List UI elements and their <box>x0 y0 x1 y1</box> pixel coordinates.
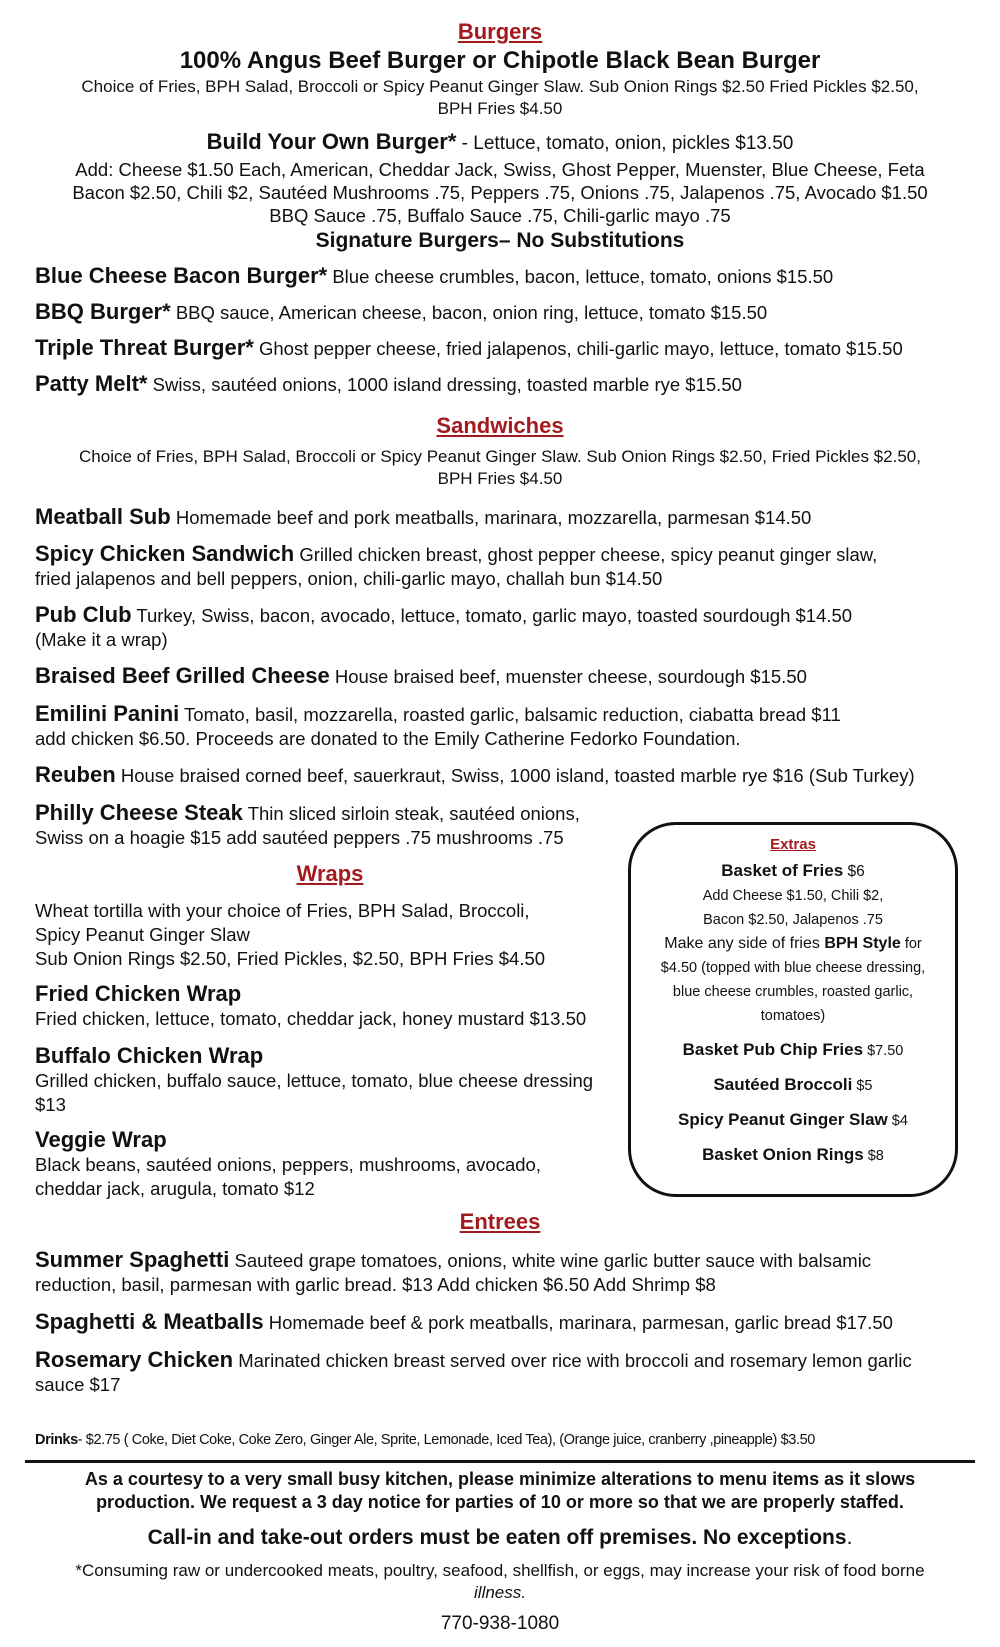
item-name: Rosemary Chicken <box>35 1347 234 1372</box>
item-name: Philly Cheese Steak <box>35 800 243 825</box>
item-name: Meatball Sub <box>35 504 171 529</box>
item-desc: Black beans, sautéed onions, peppers, mushrooms, avocado, <box>35 1154 541 1175</box>
item-name: Spicy Chicken Sandwich <box>35 541 295 566</box>
item-desc-cont: $13 <box>35 1094 66 1115</box>
sandwiches-sides-line2: BPH Fries $4.50 <box>437 469 563 488</box>
drinks-text: - $2.75 ( Coke, Diet Coke, Coke Zero, Ginger Ale, Sprite, Lemonade, Iced Tea), (Orange juice, cranberry ,pineapple) $3.50 <box>77 1432 815 1448</box>
menu-item <box>35 300 767 325</box>
menu-item <box>35 1348 912 1397</box>
drinks-line <box>35 1432 815 1448</box>
footer <box>0 1468 1000 1636</box>
phone-number: 770-938-1080 <box>440 1613 560 1634</box>
menu-item <box>35 505 811 530</box>
extras-item-name: Basket Pub Chip Fries <box>682 1040 864 1059</box>
menu-item <box>35 542 877 591</box>
entrees-title: Entrees <box>459 1209 541 1234</box>
menu-item <box>35 1128 541 1201</box>
extras-bph-bold: BPH Style <box>824 935 901 952</box>
item-desc: House braised corned beef, sauerkraut, Swiss, 1000 island, toasted marble rye $16 (Sub Turkey) <box>115 765 915 786</box>
item-name: Spaghetti & Meatballs <box>35 1309 264 1334</box>
extras-item-name: Basket Onion Rings <box>702 1145 864 1164</box>
extras-bph-post: for <box>900 936 922 952</box>
wraps-intro-line3: Sub Onion Rings $2.50, Fried Pickles, $2.50, BPH Fries $4.50 <box>35 948 546 969</box>
warning-line2: illness. <box>474 1583 526 1602</box>
wraps-intro <box>35 899 545 971</box>
menu-item <box>35 264 833 289</box>
menu-item <box>35 1044 593 1117</box>
byo-add-line2: Bacon $2.50, Chili $2, Sautéed Mushrooms .75, Peppers .75, Onions .75, Jalapenos .75, Avocado $1.50 <box>72 182 928 203</box>
menu-item <box>35 603 852 652</box>
byo-add-line3: BBQ Sauce .75, Buffalo Sauce .75, Chili-garlic mayo .75 <box>269 205 731 226</box>
callin-period: . <box>846 1526 853 1549</box>
extras-item-name: Sautéed Broccoli <box>713 1075 853 1094</box>
menu-item <box>35 336 903 361</box>
entrees-title-wrap <box>0 1208 1000 1236</box>
menu-item <box>35 801 580 850</box>
item-name: Patty Melt* <box>35 371 148 396</box>
drinks-label: Drinks <box>35 1432 78 1448</box>
extras-bph-line3: blue cheese crumbles, roasted garlic, <box>672 984 914 1000</box>
extras-fries-name: Basket of Fries <box>721 861 844 880</box>
item-name: Buffalo Chicken Wrap <box>35 1043 264 1068</box>
warning-line1: *Consuming raw or undercooked meats, poultry, seafood, shellfish, or eggs, may increase your risk of food borne <box>75 1561 925 1580</box>
item-desc: Ghost pepper cheese, fried jalapenos, chili-garlic mayo, lettuce, tomato $15.50 <box>253 338 903 359</box>
menu-item <box>35 372 742 397</box>
menu-item <box>35 982 586 1031</box>
menu-item <box>35 763 915 788</box>
item-name: Fried Chicken Wrap <box>35 981 242 1006</box>
item-name: BBQ Burger* <box>35 299 171 324</box>
extras-item-price: $5 <box>852 1078 873 1094</box>
item-desc: Grilled chicken breast, ghost pepper cheese, spicy peanut ginger slaw, <box>294 544 878 565</box>
item-desc: House braised beef, muenster cheese, sourdough $15.50 <box>329 666 807 687</box>
item-desc: Sauteed grape tomatoes, onions, white wine garlic butter sauce with balsamic <box>229 1250 872 1271</box>
extras-box <box>628 822 958 1197</box>
menu-item <box>35 1310 893 1335</box>
byo-burger-name: Build Your Own Burger* <box>206 129 457 154</box>
sandwiches-section <box>0 412 1000 490</box>
extras-bph-pre: Make any side of fries <box>664 935 825 952</box>
wraps-title: Wraps <box>296 861 364 886</box>
courtesy-line2: production. We request a 3 day notice for parties of 10 or more so that we are properly staffed. <box>96 1492 904 1512</box>
extras-fries-add1: Add Cheese $1.50, Chili $2, <box>702 888 884 904</box>
item-desc-cont: Swiss on a hoagie $15 add sautéed peppers .75 mushrooms .75 <box>35 827 564 848</box>
callin-notice: Call-in and take-out orders must be eaten off premises. No exceptions <box>147 1526 847 1549</box>
extras-item-price: $4 <box>887 1113 908 1129</box>
extras-bph-line2: $4.50 (topped with blue cheese dressing, <box>660 960 926 976</box>
burgers-section <box>0 18 1000 120</box>
extras-item-name: Spicy Peanut Ginger Slaw <box>678 1110 888 1129</box>
burgers-subtitle: 100% Angus Beef Burger or Chipotle Black Bean Burger <box>179 47 821 74</box>
wraps-title-wrap <box>35 860 625 888</box>
item-name: Emilini Panini <box>35 701 180 726</box>
item-desc: Homemade beef & pork meatballs, marinara, parmesan, garlic bread $17.50 <box>263 1312 893 1333</box>
item-desc: Thin sliced sirloin steak, sautéed onions, <box>242 803 580 824</box>
extras-item-price: $8 <box>863 1148 884 1164</box>
wraps-intro-line2: Spicy Peanut Ginger Slaw <box>35 924 250 945</box>
item-desc: Homemade beef and pork meatballs, marinara, mozzarella, parmesan $14.50 <box>170 507 812 528</box>
item-desc-cont: sauce $17 <box>35 1374 121 1395</box>
extras-bph-line4: tomatoes) <box>760 1008 826 1024</box>
item-desc: Blue cheese crumbles, bacon, lettuce, tomato, onions $15.50 <box>327 266 834 287</box>
byo-burger-desc: - Lettuce, tomato, onion, pickles $13.50 <box>456 133 794 154</box>
item-desc: BBQ sauce, American cheese, bacon, onion ring, lettuce, tomato $15.50 <box>170 302 768 323</box>
item-desc-cont: (Make it a wrap) <box>35 629 168 650</box>
sandwiches-title: Sandwiches <box>436 413 564 438</box>
sandwiches-sides-line1: Choice of Fries, BPH Salad, Broccoli or Spicy Peanut Ginger Slaw. Sub Onion Rings $2.50, Fried Pickles $2.50, <box>79 447 921 466</box>
burgers-sides-line1: Choice of Fries, BPH Salad, Broccoli or Spicy Peanut Ginger Slaw. Sub Onion Rings $2.50 Fried Pickles $2.50, <box>81 77 919 96</box>
signature-burgers-title: Signature Burgers– No Substitutions <box>315 229 685 252</box>
item-name: Triple Threat Burger* <box>35 335 254 360</box>
item-name: Summer Spaghetti <box>35 1247 230 1272</box>
item-desc-cont: cheddar jack, arugula, tomato $12 <box>35 1178 315 1199</box>
item-name: Blue Cheese Bacon Burger* <box>35 263 328 288</box>
burgers-sides-line2: BPH Fries $4.50 <box>437 99 563 118</box>
item-desc: Tomato, basil, mozzarella, roasted garlic, balsamic reduction, ciabatta bread $11 <box>179 704 841 725</box>
courtesy-line1: As a courtesy to a very small busy kitchen, please minimize alterations to menu items as it slows <box>84 1469 916 1489</box>
extras-title: Extras <box>770 836 816 853</box>
menu-item <box>35 664 807 689</box>
item-desc-cont: reduction, basil, parmesan with garlic bread. $13 Add chicken $6.50 Add Shrimp $8 <box>35 1274 716 1295</box>
item-name: Reuben <box>35 762 116 787</box>
extras-fries-add2: Bacon $2.50, Jalapenos .75 <box>703 912 883 928</box>
menu-item <box>35 702 841 751</box>
extras-fries-price: $6 <box>843 863 865 880</box>
burgers-title: Burgers <box>457 19 543 44</box>
item-name: Braised Beef Grilled Cheese <box>35 663 330 688</box>
item-desc: Turkey, Swiss, bacon, avocado, lettuce, tomato, garlic mayo, toasted sourdough $14.50 <box>131 605 853 626</box>
item-desc-cont: fried jalapenos and bell peppers, onion, chili-garlic mayo, challah bun $14.50 <box>35 568 663 589</box>
menu-item <box>35 1248 871 1297</box>
extras-item-price: $7.50 <box>863 1043 904 1059</box>
item-name: Pub Club <box>35 602 132 627</box>
item-desc: Swiss, sautéed onions, 1000 island dressing, toasted marble rye $15.50 <box>147 374 742 395</box>
divider <box>25 1460 975 1463</box>
item-desc: Grilled chicken, buffalo sauce, lettuce, tomato, blue cheese dressing <box>35 1070 594 1091</box>
item-desc: Marinated chicken breast served over rice with broccoli and rosemary lemon garlic <box>233 1350 912 1371</box>
item-desc: Fried chicken, lettuce, tomato, cheddar jack, honey mustard $13.50 <box>35 1008 587 1029</box>
byo-add-line1: Add: Cheese $1.50 Each, American, Cheddar Jack, Swiss, Ghost Pepper, Muenster, Blue Cheese, Feta <box>75 159 925 180</box>
wraps-intro-line1: Wheat tortilla with your choice of Fries, BPH Salad, Broccoli, <box>35 900 530 921</box>
byo-burger <box>0 128 1000 255</box>
item-name: Veggie Wrap <box>35 1127 167 1152</box>
item-desc-cont: add chicken $6.50. Proceeds are donated to the Emily Catherine Fedorko Foundation. <box>35 728 741 749</box>
